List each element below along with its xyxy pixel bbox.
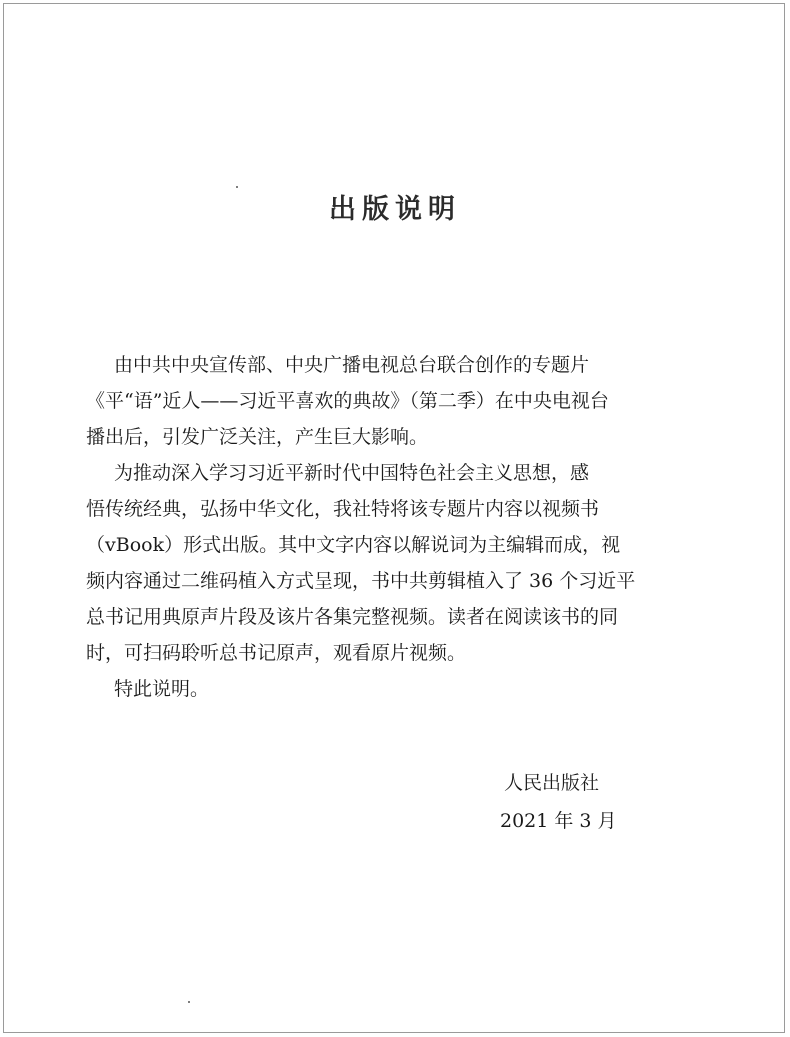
text-line: 特此说明。 <box>114 678 210 700</box>
text-line: 频内容通过二维码植入方式呈现，书中共剪辑植入了 36 个习近平 <box>86 570 636 592</box>
text-line: 时，可扫码聆听总书记原声，观看原片视频。 <box>86 642 467 664</box>
paragraph-1 <box>86 347 706 455</box>
document-page <box>3 3 785 1033</box>
text-line: 《平“语”近人——习近平喜欢的典故》（第二季）在中央电视台 <box>86 390 609 412</box>
scan-speck <box>188 1001 190 1003</box>
paragraph-2 <box>86 455 706 671</box>
signature-block <box>500 764 617 840</box>
text-line: 为推动深入学习习近平新时代中国特色社会主义思想，感 <box>114 462 590 484</box>
publication-date: 2021 年 3 月 <box>500 810 617 832</box>
page-title: 出版说明 <box>329 194 461 225</box>
text-line: 播出后，引发广泛关注，产生巨大影响。 <box>86 426 429 448</box>
body-text <box>86 347 706 707</box>
publisher-name: 人民出版社 <box>504 772 600 794</box>
paragraph-3 <box>86 671 706 707</box>
text-line: 由中共中央宣传部、中央广播电视总台联合创作的专题片 <box>114 354 590 376</box>
text-line: 悟传统经典，弘扬中华文化，我社特将该专题片内容以视频书 <box>86 498 600 520</box>
text-line: 总书记用典原声片段及该片各集完整视频。读者在阅读该书的同 <box>86 606 619 628</box>
text-line: （vBook）形式出版。其中文字内容以解说词为主编辑而成，视 <box>86 534 621 556</box>
